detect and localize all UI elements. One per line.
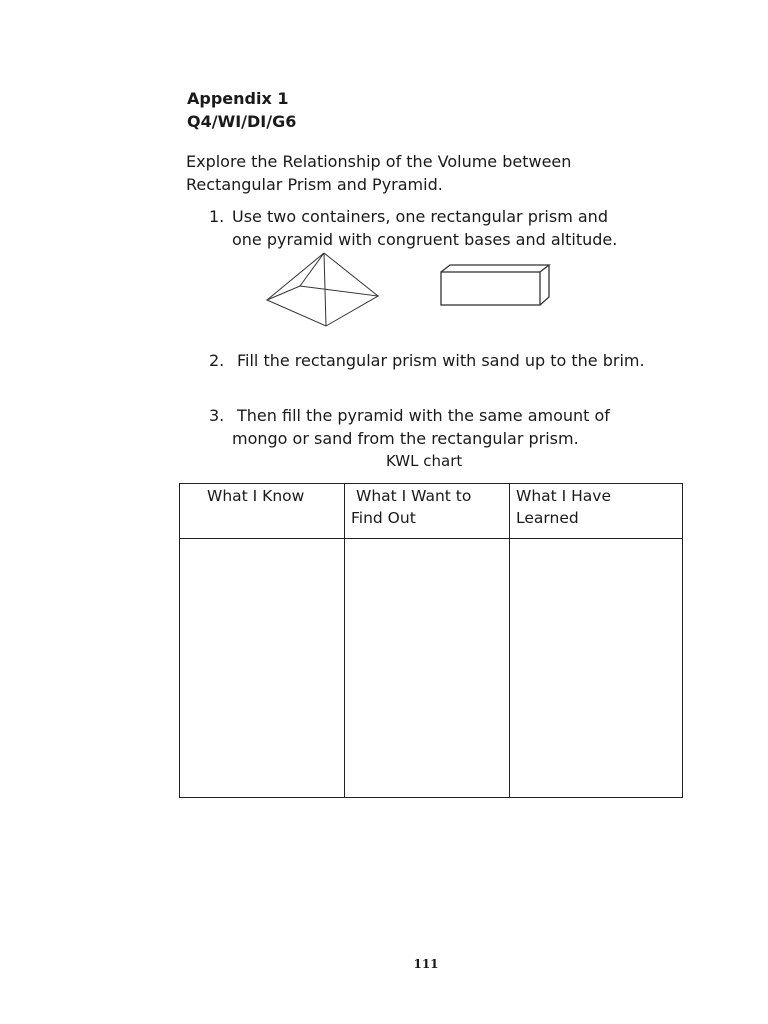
step-1-line-2: one pyramid with congruent bases and altitude. [232,230,618,249]
kwl-header-know [180,484,345,539]
kwl-cell-learned [510,539,683,798]
step-1-line-1: Use two containers, one rectangular prism and [232,207,608,226]
step-3-line-2: mongo or sand from the rectangular prism. [232,429,579,448]
pyramid-icon [262,250,382,330]
kwl-header-learned [510,484,683,539]
step-2-line-1: Fill the rectangular prism with sand up to the brim. [237,351,645,370]
kwl-header-know-label: What I Know [207,487,305,505]
intro-line-2: Rectangular Prism and Pyramid. [186,175,443,194]
step-3-number: 3. [209,406,225,425]
kwl-cell-want [345,539,510,798]
appendix-code: Q4/WI/DI/G6 [187,112,297,131]
appendix-title: Appendix 1 [187,89,289,108]
intro-line-1: Explore the Relationship of the Volume between [186,152,572,171]
rectangular-prism-icon [438,262,552,308]
kwl-header-learned-label-1: What I Have [516,487,612,505]
step-2-number: 2. [209,351,225,370]
kwl-header-want [345,484,510,539]
kwl-header-row [180,484,683,539]
kwl-body-row [180,539,683,798]
page-number: 111 [413,957,439,971]
kwl-cell-know [180,539,345,798]
kwl-header-want-label-1: What I Want to [356,487,472,505]
kwl-header-learned-label-2: Learned [516,509,579,527]
step-3-line-1: Then fill the pyramid with the same amount of [237,406,610,425]
kwl-header-want-label-2: Find Out [351,509,416,527]
kwl-caption: KWL chart [386,452,463,470]
step-1-number: 1. [209,207,225,226]
kwl-chart-table [179,483,683,798]
